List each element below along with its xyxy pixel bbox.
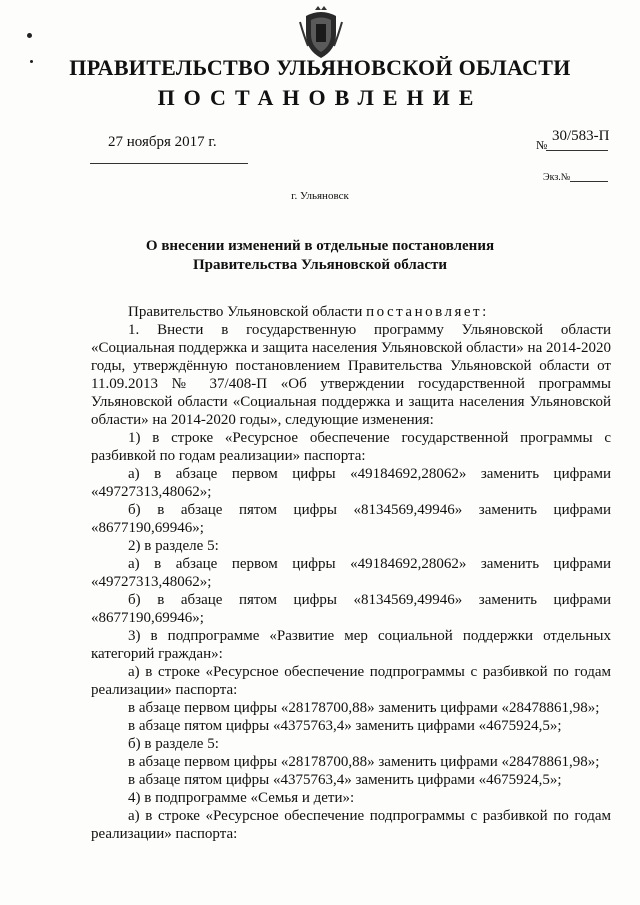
government-title: ПРАВИТЕЛЬСТВО УЛЬЯНОВСКОЙ ОБЛАСТИ	[69, 55, 571, 80]
intro-paragraph	[91, 303, 611, 321]
body-paragraph: а) в строке «Ресурсное обеспечение подпрограммы с разбивкой по годам реализации» паспорта:	[91, 808, 611, 842]
decree-body	[91, 303, 611, 843]
body-paragraph: в абзаце первом цифры «28178700,88» заменить цифрами «28478861,98»;	[128, 754, 600, 770]
copy-number-line	[570, 181, 608, 182]
body-paragraph: в абзаце пятом цифры «4375763,4» заменить цифрами «4675924,5»;	[128, 772, 562, 788]
body-paragraph: в абзаце первом цифры «28178700,88» заменить цифрами «28478861,98»;	[128, 700, 600, 716]
decree-date: 27 ноября 2017 г.	[108, 134, 217, 150]
number-underline	[546, 150, 608, 151]
number-label: №	[536, 138, 548, 152]
body-paragraph: 2) в разделе 5:	[128, 538, 219, 554]
decree-subject	[0, 237, 640, 275]
subject-line: Правительства Ульяновской области	[192, 257, 448, 273]
intro-verb: постановляет:	[366, 304, 489, 320]
document-type: ПОСТАНОВЛЕНИЕ	[157, 85, 483, 110]
decree-number: 30/583-П	[552, 128, 610, 144]
body-paragraph: 1. Внести в государственную программу Ульяновской области «Социальная поддержка и защита населения Ульяновской области» на 2014-2020 годы, утверждённую постановлением Правительства Ульяновской области от 11.09.2013 № 37/408-П «Об утверждении государственной программы Ульяновской области «Социальная поддержка и защита населения Ульяновской области» на 2014-2020 годы», следующие изменения:	[91, 322, 611, 428]
body-paragraph: 4) в подпрограмме «Семья и дети»:	[128, 790, 355, 806]
city-name: г. Ульяновск	[291, 190, 349, 202]
scan-speck	[27, 33, 32, 38]
body-paragraph: в абзаце пятом цифры «4375763,4» заменить цифрами «4675924,5»;	[128, 718, 562, 734]
copy-number-label: Экз.№	[543, 172, 571, 183]
body-paragraph: б) в абзаце пятом цифры «8134569,49946» заменить цифрами «8677190,69946»;	[91, 592, 611, 626]
body-paragraph: а) в абзаце первом цифры «49184692,28062» заменить цифрами «49727313,48062»;	[91, 466, 611, 500]
body-paragraph: б) в разделе 5:	[128, 736, 219, 752]
body-paragraph: а) в строке «Ресурсное обеспечение подпрограммы с разбивкой по годам реализации» паспорта:	[91, 664, 611, 698]
body-paragraph: 1) в строке «Ресурсное обеспечение государственной программы с разбивкой по годам реализации» паспорта:	[91, 430, 611, 464]
coat-of-arms-icon	[298, 6, 344, 60]
body-paragraph: а) в абзаце первом цифры «49184692,28062» заменить цифрами «49727313,48062»;	[91, 556, 611, 590]
body-paragraph: б) в абзаце пятом цифры «8134569,49946» заменить цифрами «8677190,69946»;	[91, 502, 611, 536]
subject-line: О внесении изменений в отдельные постановления	[145, 238, 495, 254]
intro-text: Правительство Ульяновской области	[128, 304, 367, 320]
date-underline	[90, 163, 248, 164]
body-paragraph: 3) в подпрограмме «Развитие мер социальной поддержки отдельных категорий граждан»:	[91, 628, 611, 662]
